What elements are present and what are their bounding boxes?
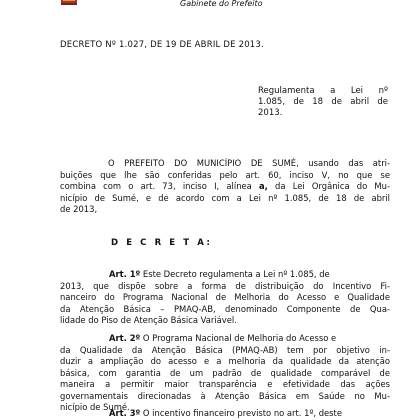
preamble-fragment: combina com o art. 73, inciso I, alínea xyxy=(60,181,252,191)
preamble-bold-letter: a, xyxy=(259,181,268,191)
article-label: Art. 2º xyxy=(109,333,141,343)
decree-ementa xyxy=(258,86,388,119)
article-1 xyxy=(60,269,390,327)
article-line: governamentais direcionadas à Atenção Básica em Saúde no Mu- xyxy=(60,390,390,401)
ementa-line: 1.085, de 18 de abril de xyxy=(258,97,388,107)
article-line: da Atenção Básica – PMAQ-AB, denominado Componente de Qua- xyxy=(60,303,390,314)
municipal-crest-icon xyxy=(61,0,77,5)
article-line: maneira a permitir maior transparência e efetividade das ações xyxy=(60,379,390,389)
article-3 xyxy=(60,408,390,420)
article-line: nicípio de Sumé. xyxy=(60,402,130,412)
article-text: O Programa Nacional de Melhoria do Acesso e xyxy=(140,333,337,343)
preamble-fragment: da Lei Orgânica do Mu- xyxy=(267,181,390,191)
decreta-heading: D E C R E T A: xyxy=(111,238,213,248)
office-name: Gabinete do Prefeito xyxy=(180,0,263,8)
ementa-line: Regulamenta a Lei nº xyxy=(258,86,388,96)
article-label: Art. 3º xyxy=(109,408,141,418)
article-line: 2013, que dispõe sobre a forma de distribuição do Incentivo Fi- xyxy=(60,280,390,291)
article-line: duzir a ampliação do acesso e a melhoria da qualidade da atenção xyxy=(60,356,390,366)
article-line: da Qualidade da Atenção Básica (PMAQ-AB) tem por objetivo in- xyxy=(60,344,390,355)
article-line xyxy=(60,408,390,420)
article-label: Art. 1º xyxy=(109,269,141,279)
preamble-line: de 2013, xyxy=(60,204,98,214)
article-text: Este Decreto regulamenta a Lei nº 1.085, de xyxy=(140,269,330,279)
decree-title: DECRETO Nº 1.027, DE 19 DE ABRIL DE 2013. xyxy=(60,40,264,50)
article-line: lidade do Piso de Atenção Básica Variável. xyxy=(60,315,237,325)
article-line xyxy=(60,333,390,345)
article-2 xyxy=(60,333,390,414)
decree-preamble xyxy=(60,158,390,216)
preamble-line xyxy=(60,181,390,193)
preamble-line: nicípio de Sumé, e de acordo com a Lei nº 1.085, de 18 de abril xyxy=(60,192,390,203)
article-text: O incentivo financeiro previsto no art. 1º, deste xyxy=(140,408,342,418)
preamble-line: O PREFEITO DO MUNICÍPIO DE SUMÉ, usando das atri- xyxy=(108,158,390,168)
ementa-line: 2013. xyxy=(258,108,283,118)
article-line: básica, com garantia de um padrão de qualidade comparável de xyxy=(60,367,390,378)
preamble-line: buições que lhe são conferidas pelo art. 60, inciso V, no que se xyxy=(60,169,390,180)
article-line xyxy=(60,269,390,281)
article-line: nanceiro do Programa Nacional de Melhoria do Acesso e Qualidade xyxy=(60,292,390,302)
